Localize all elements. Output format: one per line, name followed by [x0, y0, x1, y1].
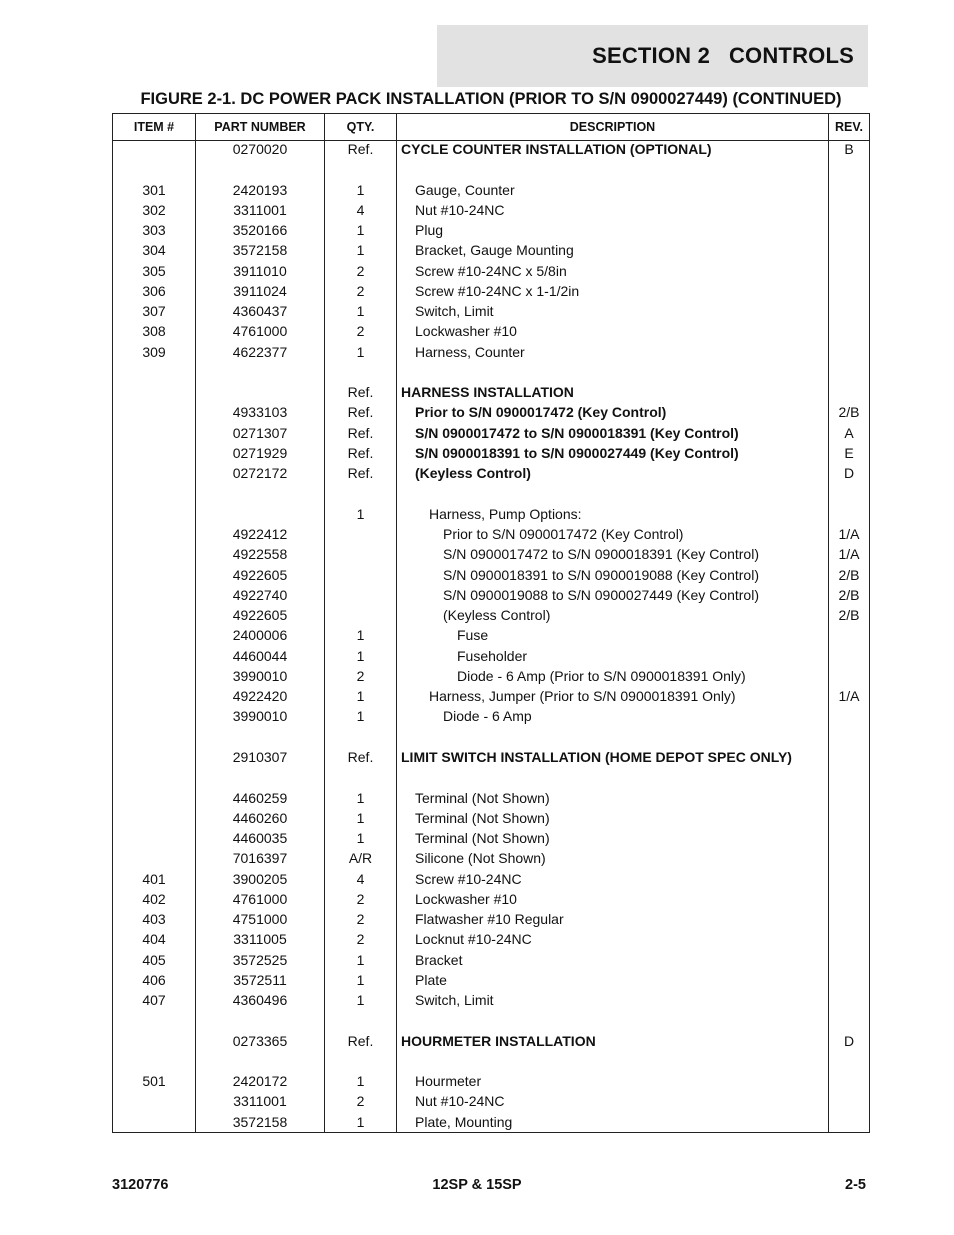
blank-row [113, 1010, 869, 1030]
table-row [113, 443, 869, 463]
blank-row [113, 727, 869, 747]
item-number-cell: 407 [142, 992, 166, 1009]
table-row [113, 848, 869, 868]
blank-row [113, 159, 869, 179]
qty-cell: 1 [356, 505, 365, 522]
table-row [113, 281, 869, 301]
description-cell: Harness, Jumper (Prior to S/N 0900018391 Only) [429, 688, 736, 705]
item-number-cell: 302 [142, 201, 166, 218]
table-row [113, 1031, 869, 1051]
rev-cell: 1/A [838, 546, 860, 563]
part-number-cell: 3911024 [233, 282, 287, 299]
table-row [113, 1091, 869, 1111]
part-number-cell: 4922558 [232, 546, 288, 563]
part-number-cell: 3572158 [232, 242, 288, 259]
part-number-cell: 0273365 [232, 1032, 288, 1049]
qty-cell: Ref. [347, 384, 374, 401]
table-row [113, 200, 869, 220]
description-cell: Diode - 6 Amp [443, 708, 532, 725]
table-row [113, 808, 869, 828]
description-cell: Terminal (Not Shown) [415, 789, 550, 806]
item-number-cell: 301 [142, 181, 166, 198]
part-number-cell: 7016397 [232, 850, 288, 867]
qty-cell: 2 [356, 323, 365, 340]
description-cell: Silicone (Not Shown) [415, 850, 546, 867]
part-number-cell: 0272172 [232, 465, 288, 482]
rev-cell: 1/A [838, 688, 860, 705]
item-number-cell: 501 [142, 1073, 166, 1090]
item-number-cell: 401 [142, 870, 166, 887]
blank-row [113, 1051, 869, 1071]
qty-cell: 2 [356, 1093, 365, 1110]
item-number-cell: 309 [142, 343, 166, 360]
description-cell: Switch, Limit [415, 992, 494, 1009]
part-number-cell: 3311001 [233, 201, 287, 218]
qty-cell: 1 [356, 809, 365, 826]
table-row [113, 605, 869, 625]
table-row [113, 301, 869, 321]
rev-cell: E [844, 444, 854, 461]
description-cell: HOURMETER INSTALLATION [401, 1032, 596, 1049]
rev-cell: 1/A [838, 526, 860, 543]
header-description: DESCRIPTION [569, 120, 656, 134]
qty-cell: 4 [356, 870, 365, 887]
description-cell: (Keyless Control) [443, 607, 551, 624]
qty-cell: 1 [356, 971, 365, 988]
part-number-cell: 4761000 [232, 323, 288, 340]
part-number-cell: 3900205 [232, 870, 288, 887]
description-cell: Locknut #10-24NC [415, 931, 532, 948]
rev-cell: A [844, 424, 854, 441]
description-cell: S/N 0900017472 to S/N 0900018391 (Key Control) [443, 546, 759, 563]
description-cell: Screw #10-24NC x 5/8in [415, 262, 567, 279]
description-cell: Hourmeter [415, 1073, 482, 1090]
table-row [113, 402, 869, 422]
qty-cell: Ref. [347, 404, 374, 421]
part-number-cell: 4761000 [232, 890, 288, 907]
item-number-cell: 304 [142, 242, 166, 259]
description-cell: Harness, Counter [415, 343, 525, 360]
part-number-cell: 4460259 [232, 789, 288, 806]
table-row [113, 524, 869, 544]
part-number-cell: 0271929 [232, 444, 288, 461]
figure-title: FIGURE 2-1. DC POWER PACK INSTALLATION (PRIOR TO S/N 0900027449) (CONTINUED) [140, 90, 842, 108]
description-cell: Diode - 6 Amp (Prior to S/N 0900018391 Only) [457, 667, 746, 684]
part-number-cell: 4933103 [232, 404, 288, 421]
header-item: ITEM # [133, 120, 175, 134]
rev-cell: B [844, 141, 854, 157]
table-body [113, 139, 869, 1132]
item-number-cell: 308 [142, 323, 166, 340]
table-row [113, 686, 869, 706]
description-cell: Plate [415, 971, 447, 988]
table-row [113, 929, 869, 949]
table-row [113, 625, 869, 645]
table-row [113, 950, 869, 970]
part-number-cell: 3311001 [233, 1093, 287, 1110]
part-number-cell: 2910307 [232, 748, 288, 765]
footer-page-number: 2-5 [845, 1177, 866, 1193]
qty-cell: 1 [356, 1113, 365, 1130]
part-number-cell: 4460260 [232, 809, 288, 826]
description-cell: Nut #10-24NC [415, 201, 505, 218]
item-number-cell: 303 [142, 222, 166, 239]
part-number-cell: 4922605 [232, 607, 288, 624]
rev-cell: 2/B [838, 586, 860, 603]
part-number-cell: 3311005 [233, 931, 287, 948]
part-number-cell: 3572525 [232, 951, 288, 968]
section-title: SECTION 2 CONTROLS [592, 43, 854, 68]
description-cell: Prior to S/N 0900017472 (Key Control) [415, 404, 667, 421]
qty-cell: 1 [356, 789, 365, 806]
table-row [113, 646, 869, 666]
table-row [113, 909, 869, 929]
qty-cell: Ref. [347, 465, 374, 482]
part-number-cell: 4922605 [232, 566, 288, 583]
description-cell: Lockwasher #10 [415, 323, 517, 340]
table-row [113, 706, 869, 726]
section-title-banner [437, 25, 868, 87]
header-rev: REV. [834, 120, 864, 134]
blank-row [113, 767, 869, 787]
qty-cell: 1 [356, 708, 365, 725]
qty-cell: 1 [356, 688, 365, 705]
part-number-cell: 4622377 [232, 343, 288, 360]
part-number-cell: 4360437 [232, 303, 288, 320]
rev-cell: D [843, 1032, 855, 1049]
part-number-cell: 4922412 [232, 526, 288, 543]
table-row [113, 321, 869, 341]
description-cell: Terminal (Not Shown) [415, 809, 550, 826]
table-row [113, 180, 869, 200]
part-number-cell: 3520166 [232, 222, 288, 239]
part-number-cell: 3990010 [232, 667, 288, 684]
qty-cell: Ref. [347, 141, 374, 157]
item-number-cell: 406 [142, 971, 166, 988]
part-number-cell: 4922740 [232, 586, 288, 603]
table-row [113, 139, 869, 159]
header-part-number: PART NUMBER [214, 120, 306, 134]
table-row [113, 828, 869, 848]
description-cell: Flatwasher #10 Regular [415, 911, 564, 928]
footer-doc-number: 3120776 [112, 1177, 169, 1193]
description-cell: Screw #10-24NC [415, 870, 522, 887]
description-cell: Bracket, Gauge Mounting [415, 242, 574, 259]
qty-cell: 1 [356, 1073, 365, 1090]
description-cell: S/N 0900018391 to S/N 0900027449 (Key Control) [415, 444, 739, 461]
header-qty: QTY. [346, 120, 375, 134]
description-cell: S/N 0900019088 to S/N 0900027449 (Key Control) [443, 586, 759, 603]
description-cell: Plate, Mounting [415, 1113, 513, 1130]
part-number-cell: 4460035 [232, 830, 288, 847]
qty-cell: Ref. [347, 748, 374, 765]
description-cell: (Keyless Control) [415, 465, 531, 482]
item-number-cell: 402 [142, 890, 166, 907]
qty-cell: Ref. [347, 1032, 374, 1049]
description-cell: Plug [415, 222, 444, 239]
table-row [113, 504, 869, 524]
table-row [113, 463, 869, 483]
description-cell: Fuse [457, 627, 489, 644]
parts-table [112, 113, 870, 1133]
qty-cell: 4 [356, 201, 365, 218]
footer-model: 12SP & 15SP [432, 1177, 522, 1193]
part-number-cell: 3572511 [233, 971, 287, 988]
qty-cell: 1 [356, 951, 365, 968]
description-cell: Nut #10-24NC [415, 1093, 505, 1110]
table-row [113, 889, 869, 909]
description-cell: S/N 0900018391 to S/N 0900019088 (Key Control) [443, 566, 759, 583]
table-row [113, 1071, 869, 1091]
item-number-cell: 404 [142, 931, 166, 948]
qty-cell: Ref. [347, 424, 374, 441]
qty-cell: 2 [356, 931, 365, 948]
qty-cell: A/R [348, 850, 373, 867]
item-number-cell: 305 [142, 262, 166, 279]
qty-cell: Ref. [347, 444, 374, 461]
qty-cell: 1 [356, 222, 365, 239]
part-number-cell: 0271307 [232, 424, 288, 441]
rev-cell: 2/B [838, 607, 860, 624]
qty-cell: 1 [356, 242, 365, 259]
qty-cell: 1 [356, 992, 365, 1009]
table-row [113, 220, 869, 240]
table-row [113, 565, 869, 585]
qty-cell: 2 [356, 282, 365, 299]
description-cell: Screw #10-24NC x 1-1/2in [415, 282, 580, 299]
table-row [113, 382, 869, 402]
qty-cell: 1 [356, 647, 365, 664]
part-number-cell: 2400006 [232, 627, 288, 644]
description-cell: CYCLE COUNTER INSTALLATION (OPTIONAL) [401, 141, 712, 157]
description-cell: S/N 0900017472 to S/N 0900018391 (Key Control) [415, 424, 739, 441]
part-number-cell: 4360496 [232, 992, 288, 1009]
item-number-cell: 403 [142, 911, 166, 928]
description-cell: Terminal (Not Shown) [415, 830, 550, 847]
table-row [113, 585, 869, 605]
table-row [113, 970, 869, 990]
part-number-cell: 3990010 [232, 708, 288, 725]
qty-cell: 2 [356, 890, 365, 907]
qty-cell: 2 [356, 667, 365, 684]
rev-cell: 2/B [838, 404, 860, 421]
qty-cell: 1 [356, 627, 365, 644]
qty-cell: 1 [356, 343, 365, 360]
part-number-cell: 3572158 [232, 1113, 288, 1130]
table-row [113, 261, 869, 281]
description-cell: HARNESS INSTALLATION [401, 384, 574, 401]
table-row [113, 747, 869, 767]
description-cell: Gauge, Counter [415, 181, 515, 198]
blank-row [113, 362, 869, 382]
part-number-cell: 0270020 [232, 141, 288, 157]
part-number-cell: 3911010 [233, 262, 287, 279]
description-cell: Switch, Limit [415, 303, 494, 320]
qty-cell: 2 [356, 262, 365, 279]
table-row [113, 990, 869, 1010]
part-number-cell: 2420172 [232, 1073, 288, 1090]
part-number-cell: 4751000 [232, 911, 288, 928]
rev-cell: D [843, 465, 855, 482]
description-cell: Lockwasher #10 [415, 890, 517, 907]
part-number-cell: 2420193 [232, 181, 288, 198]
table-row [113, 544, 869, 564]
item-number-cell: 306 [142, 282, 166, 299]
qty-cell: 1 [356, 303, 365, 320]
table-row [113, 869, 869, 889]
description-cell: Prior to S/N 0900017472 (Key Control) [443, 526, 684, 543]
description-cell: Bracket [415, 951, 463, 968]
qty-cell: 1 [356, 181, 365, 198]
description-cell: LIMIT SWITCH INSTALLATION (HOME DEPOT SPEC ONLY) [401, 748, 792, 765]
table-row [113, 1112, 869, 1132]
blank-row [113, 484, 869, 504]
part-number-cell: 4460044 [232, 647, 288, 664]
table-row [113, 240, 869, 260]
rev-cell: 2/B [838, 566, 860, 583]
qty-cell: 2 [356, 911, 365, 928]
table-row [113, 423, 869, 443]
qty-cell: 1 [356, 830, 365, 847]
description-cell: Fuseholder [457, 647, 528, 664]
item-number-cell: 405 [142, 951, 166, 968]
table-row [113, 788, 869, 808]
part-number-cell: 4922420 [232, 688, 288, 705]
table-row [113, 666, 869, 686]
description-cell: Harness, Pump Options: [429, 505, 582, 522]
table-row [113, 342, 869, 362]
item-number-cell: 307 [142, 303, 166, 320]
